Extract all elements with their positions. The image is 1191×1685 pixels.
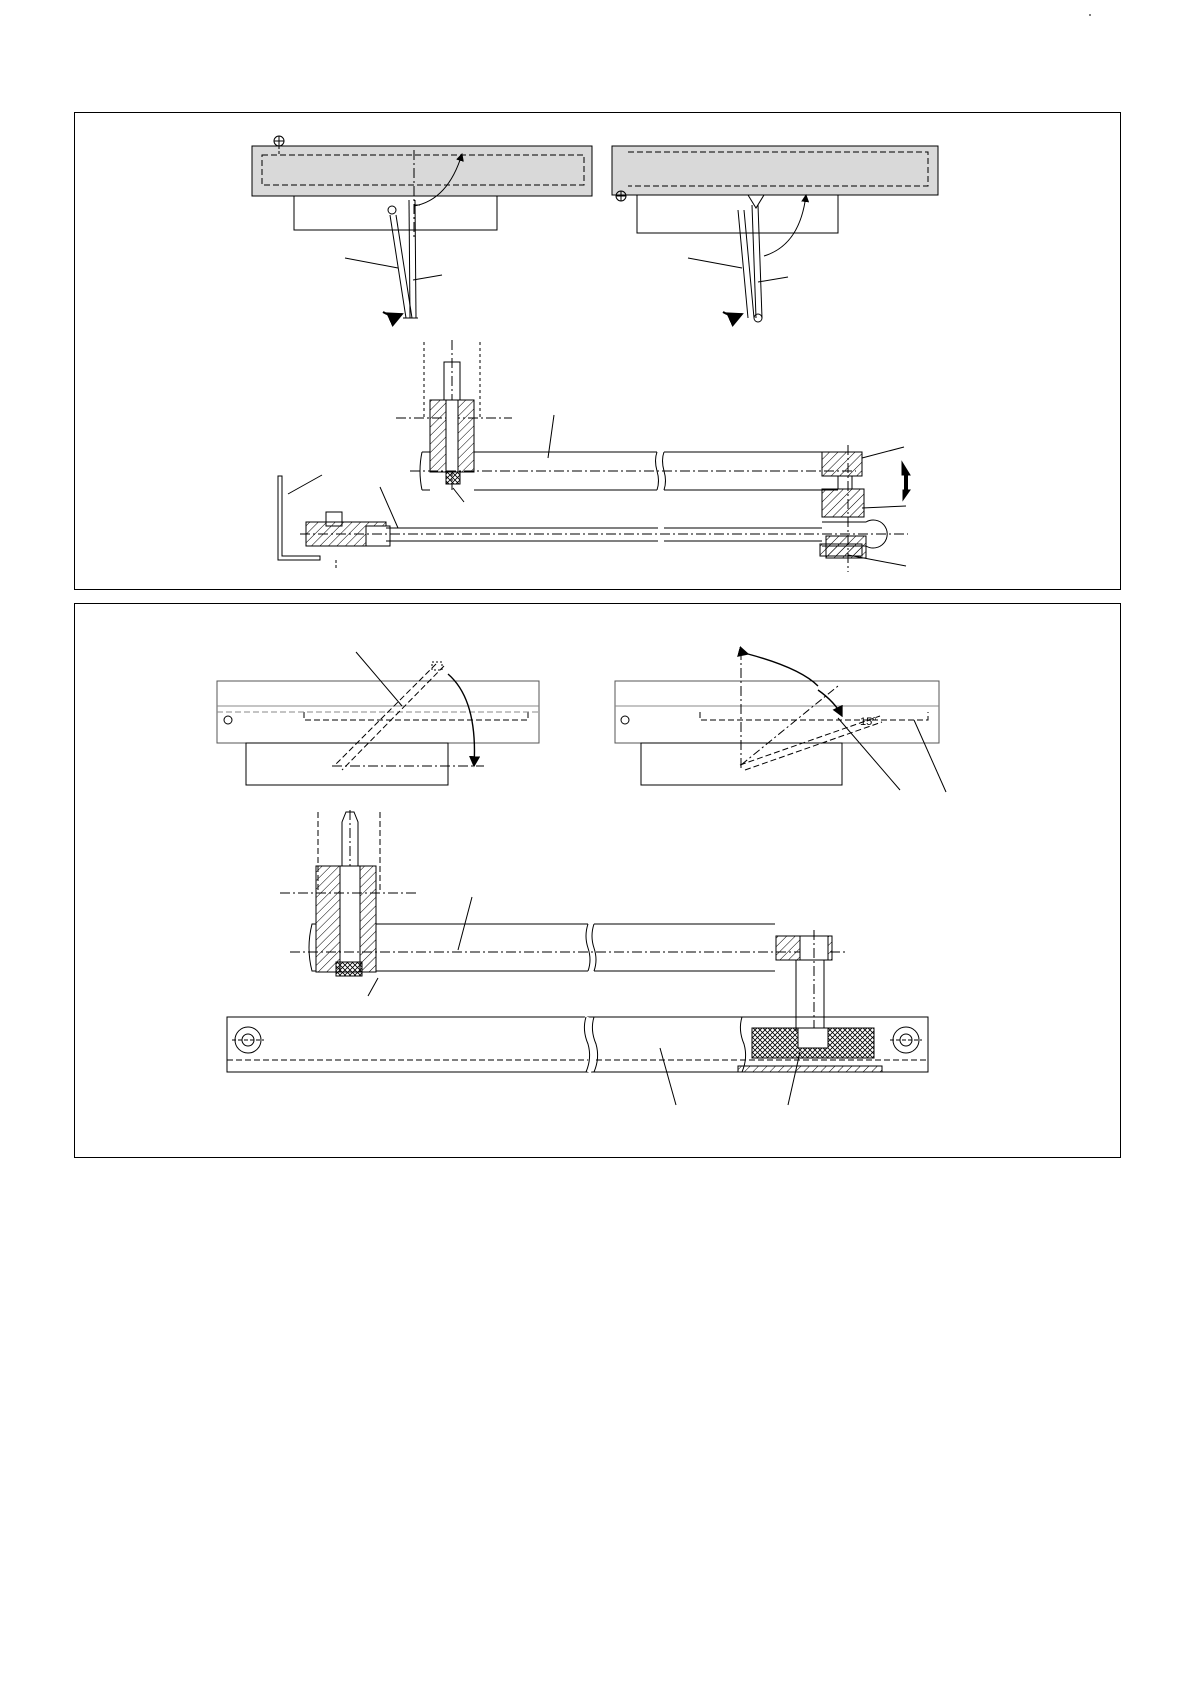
bottom-mechanism	[227, 810, 928, 1105]
bottom-right-panel	[615, 650, 946, 792]
top-left-panel	[252, 136, 592, 318]
top-mechanism	[278, 340, 910, 572]
top-right-panel	[612, 146, 938, 322]
bottom-left-panel	[217, 652, 539, 785]
angle-label-15: 15°	[860, 716, 877, 728]
